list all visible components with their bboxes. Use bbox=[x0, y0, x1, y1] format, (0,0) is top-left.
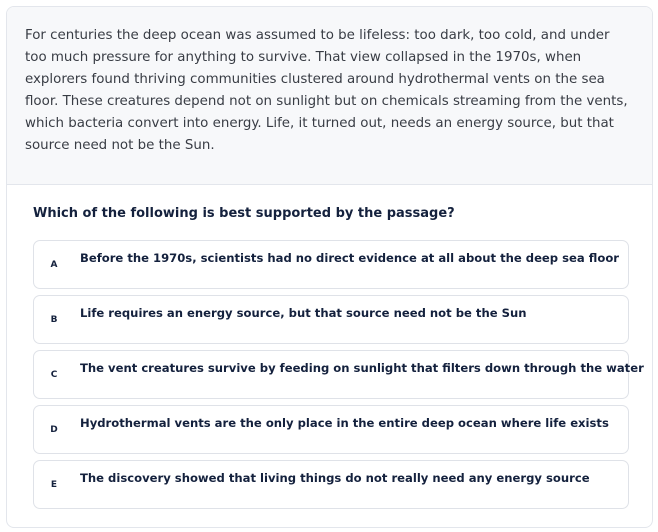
passage-panel bbox=[7, 7, 652, 185]
answer-option-e[interactable] bbox=[33, 460, 629, 509]
answer-option-b[interactable] bbox=[33, 295, 629, 344]
question-prompt: Which of the following is best supported by the passage? bbox=[33, 206, 455, 221]
option-text: Hydrothermal vents are the only place in the entire deep ocean where life exists bbox=[80, 416, 609, 430]
answer-option-c[interactable] bbox=[33, 350, 644, 399]
answer-option-a[interactable] bbox=[33, 240, 629, 289]
option-letter-badge: A bbox=[46, 257, 62, 273]
option-text: The vent creatures survive by feeding on sunlight that filters down through the water bbox=[80, 361, 644, 375]
option-letter-badge: B bbox=[46, 312, 62, 328]
option-letter-badge: D bbox=[46, 422, 62, 438]
question-card bbox=[6, 6, 653, 528]
option-text: Before the 1970s, scientists had no direct evidence at all about the deep sea floor bbox=[80, 251, 619, 265]
option-letter-badge: E bbox=[46, 477, 62, 493]
option-letter-badge: C bbox=[46, 367, 62, 383]
option-text: The discovery showed that living things do not really need any energy source bbox=[80, 471, 590, 485]
answer-option-d[interactable] bbox=[33, 405, 629, 454]
option-text: Life requires an energy source, but that source need not be the Sun bbox=[80, 306, 527, 320]
passage-text: For centuries the deep ocean was assumed to be lifeless: too dark, too cold, and under too much pressure for anything to survive. That view collapsed in the 1970s, when explorers found thriving communities clustered around hydrothermal vents on the sea floor. These creatures depend not on sunlight but on chemicals streaming from the vents, which bacteria convert into energy. Life, it turned out, needs an energy source, but that source need not be the Sun. bbox=[25, 28, 628, 154]
answer-options bbox=[33, 240, 644, 515]
